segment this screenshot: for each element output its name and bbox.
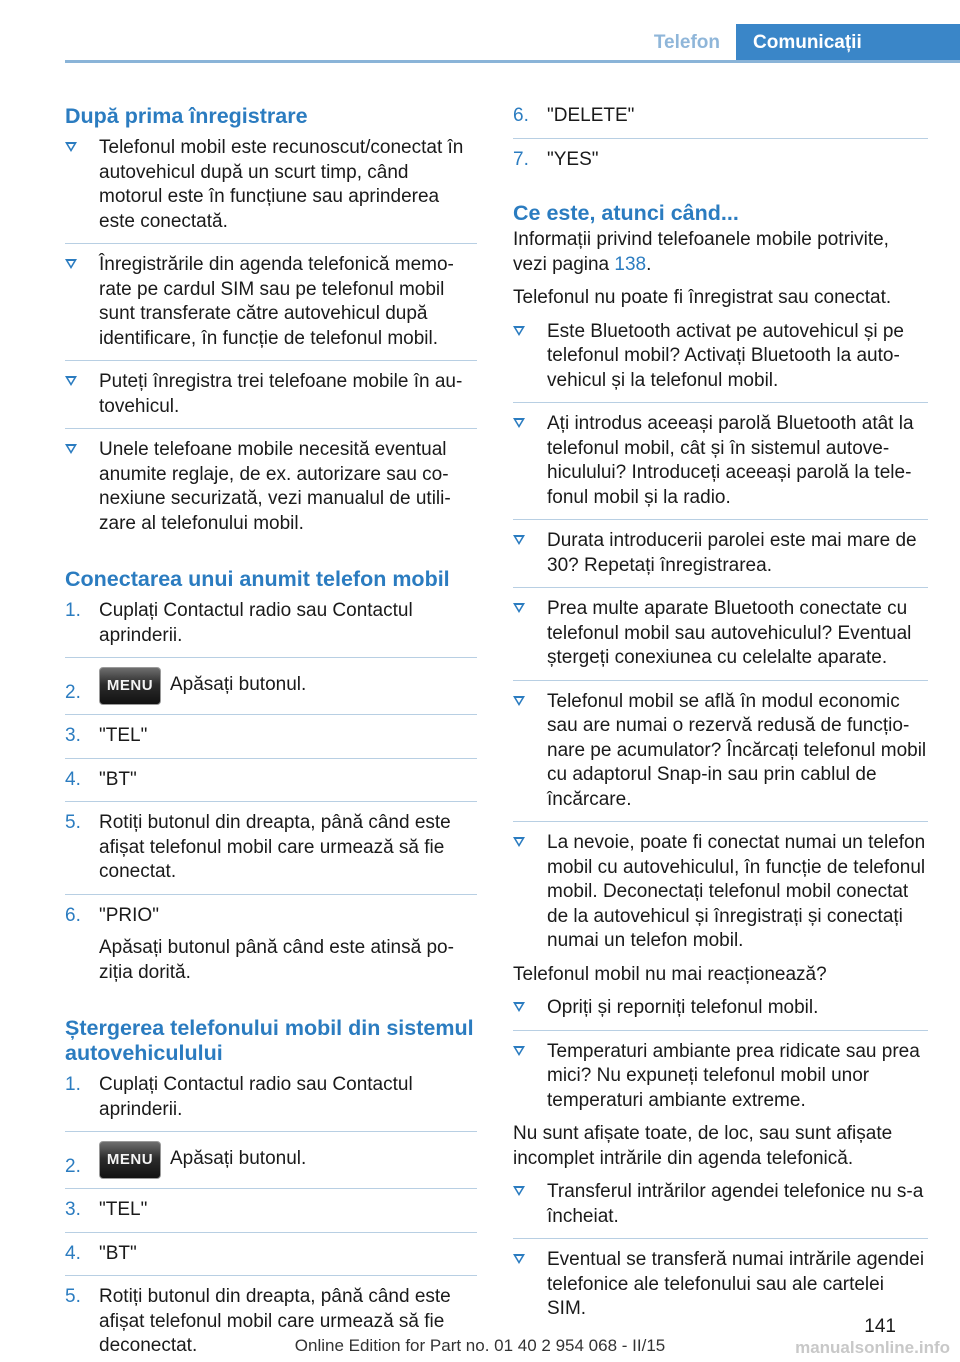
paragraph: Telefonul mobil nu mai reacționează? [513,963,827,985]
step-item [65,811,477,895]
triangle-bullet-icon [513,535,525,545]
heading-ce-este: Ce este, atunci când... [513,201,739,225]
list-item [513,320,928,404]
header-tab-comunicatii[interactable]: Comunicații [736,24,960,63]
step-text: "TEL" [99,1199,148,1220]
header-rule [65,60,960,63]
step-item [65,599,477,658]
step-text: Apăsați butonul. [170,1148,307,1169]
triangle-bullet-icon [65,142,77,152]
step-text: "BT" [99,768,137,790]
heading-stergerea: Ștergerea telefonului mobil din sistemul autovehiculului [65,1016,474,1065]
list-item-text: Transferul intrărilor agendei telefonice nu s-a încheiat. [547,1181,924,1227]
step-number: 6. [513,105,529,126]
paragraph: Nu sunt afișate toate, de loc, sau sunt afișate incomplet intrările din agenda telefonică. [513,1123,893,1169]
step-text: Rotiți butonul din dreapta, până când este afișat telefonul mobil care urmează să fie conectat. [99,812,451,882]
triangle-bullet-icon [65,444,77,454]
step-text: "DELETE" [547,105,635,126]
heading-dupa-prima-inregistrare: După prima înregistrare [65,104,308,128]
step-item [65,667,477,715]
step-text: "BT" [99,1242,137,1264]
list-item [65,136,477,244]
paragraph-info [513,228,928,277]
menu-button-icon: MENU [99,667,161,705]
list-item-text: Durata introducerii parolei este mai mare de 30? Repetați înregistrarea. [547,530,917,576]
step-item [513,148,928,182]
step-number: 4. [65,1242,81,1264]
step-item [65,904,477,995]
step-text: Cuplați Contactul radio sau Contactul aprinderii. [99,1074,413,1120]
header-tab-telefon[interactable]: Telefon [653,32,720,53]
list-item [513,412,928,520]
step-number: 4. [65,768,81,790]
right-column [513,104,928,1331]
step-item [65,1073,477,1132]
list-item-text: Puteți înregistra trei telefoane mobile în autovehicul. [99,371,463,417]
triangle-bullet-icon [65,259,77,269]
paragraph: Telefonul nu poate fi înregistrat sau conectat. [513,287,892,308]
step-number: 5. [65,1286,81,1307]
list-item [513,597,928,681]
list-item-text: Ați introdus aceeași parolă Bluetooth atât la telefonul mobil, cât și în sistemul autovehiculului? Introduceți aceeași parolă la telefonul mobil și la radio. [547,413,914,508]
paragraph-text: Informații privind telefoanele mobile potrivite, vezi pagina [513,229,889,275]
list-item [513,529,928,588]
step-text: Cuplați Contactul radio sau Contactul aprinderii. [99,600,413,646]
triangle-bullet-icon [513,326,525,336]
triangle-bullet-icon [513,1002,525,1012]
list-item-text: Înregistrările din agenda telefonică memorate pe cardul SIM sau pe telefonul mobil sunt transferate către autovehicul după identificare, în funcție de telefonul mobil. [99,254,454,349]
list-item-text: Temperaturi ambiante prea ridicate sau prea mici? Nu expuneți telefonul mobil unor temperaturi ambiante extreme. [547,1040,920,1111]
list-item [513,831,928,963]
triangle-bullet-icon [513,418,525,428]
list-item [65,253,477,361]
page-number: 141 [864,1316,896,1337]
list-item-text: La nevoie, poate fi conectat numai un telefon mobil cu autovehiculul, în funcție de telefonul mobil. Deconectați telefonul mobil conectat de la autovehicul și înregistrați și conectați numai un telefon mobil. [547,832,926,951]
triangle-bullet-icon [513,1186,525,1196]
footer-edition: Online Edition for Part no. 01 40 2 954 068 - II/15 [294,1336,666,1355]
step-item [65,1242,477,1277]
list-item-text: Unele telefoane mobile necesită eventual anumite reglaje, de ex. autorizare sau conexiune securizată, vezi manualul de utilizare al telefonului mobil. [99,439,451,534]
page-link[interactable]: 138 [614,253,647,275]
step-text: "YES" [547,148,599,170]
step-text: Apăsați butonul. [170,674,307,695]
heading-conectarea: Conectarea unui anumit telefon mobil [65,567,450,591]
triangle-bullet-icon [513,837,525,847]
step-number: 3. [65,1199,81,1220]
paragraph-text: . [646,253,652,275]
list-item [65,370,477,429]
list-item-text: Telefonul mobil se află în modul economic sau are numai o rezervă redusă de funcționare pe acumulator? Încărcați telefonul mobil cu adaptorul Snap-in sau prin cablul de încărcare. [547,690,927,810]
step-item [65,1198,477,1233]
list-item-text: Prea multe aparate Bluetooth conectate cu telefonul mobil sau autovehiculul? Eventual ștergeți conexiunea cu celelalte aparate. [547,598,912,668]
step-item [65,1141,477,1189]
step-number: 3. [65,725,81,746]
list-item [513,996,928,1031]
step-text: Rotiți butonul din dreapta, până când este afișat telefonul mobil care urmează să fie deconectat. [99,1286,451,1356]
watermark: manualsonline.info [795,1338,950,1357]
triangle-bullet-icon [513,696,525,706]
step-subtext: Apăsați butonul până când este atinsă poziția dorită. [99,937,454,983]
list-item [513,1180,928,1239]
step-number: 1. [65,1074,81,1095]
step-number: 1. [65,600,81,621]
step-item [65,724,477,759]
list-item-text: Este Bluetooth activat pe autovehicul și pe telefonul mobil? Activați Bluetooth la autovehicul și la telefonul mobil. [547,320,905,391]
step-number: 6. [65,904,81,926]
left-column [65,104,477,1362]
list-item-text: Opriți și reporniți telefonul mobil. [547,997,819,1018]
triangle-bullet-icon [513,1046,525,1056]
step-number: 2. [65,1156,81,1177]
list-item [65,438,477,545]
step-item [65,768,477,803]
step-text: "PRIO" [99,904,159,926]
step-item [513,104,928,139]
list-item-text: Telefonul mobil este recunoscut/conectat în autovehicul după un scurt timp, când motorul este în funcțiune sau aprinderea este conectată. [99,137,464,232]
list-item-text: Eventual se transferă numai intrările agendei telefonice ale telefonului sau ale cartelei SIM. [547,1249,925,1319]
step-number: 5. [65,812,81,833]
step-number: 2. [65,682,81,703]
step-text: "TEL" [99,725,148,746]
triangle-bullet-icon [513,1254,525,1264]
list-item [513,1040,928,1123]
step-number: 7. [513,148,529,170]
list-item [513,690,928,823]
menu-button-icon: MENU [99,1141,161,1179]
triangle-bullet-icon [65,376,77,386]
triangle-bullet-icon [513,603,525,613]
